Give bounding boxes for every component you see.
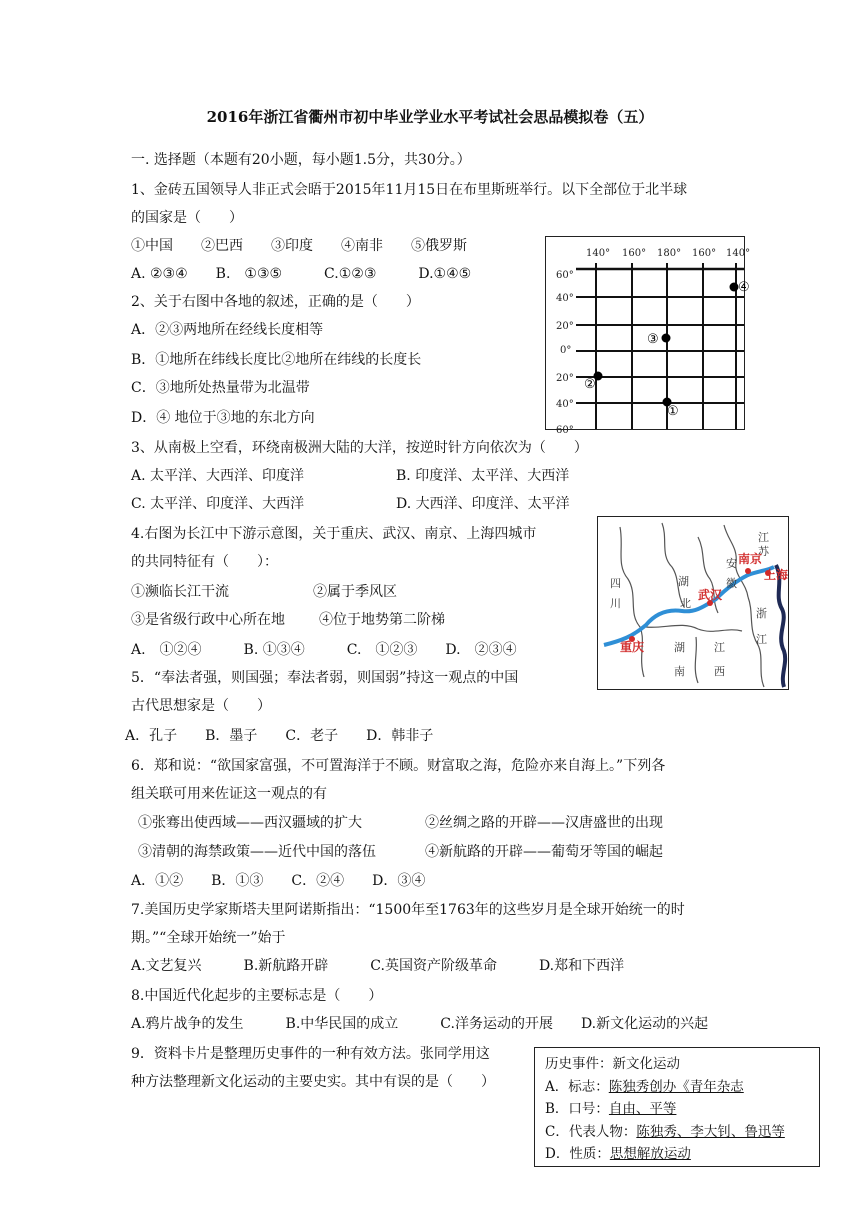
coastline xyxy=(776,565,785,687)
card-row-a xyxy=(545,1077,744,1097)
point-4-label: ④ xyxy=(738,280,750,295)
q5-options: A．孔子 B．墨子 C．老子 D．韩非子 xyxy=(125,728,434,744)
top-label-3: 180° xyxy=(657,248,682,259)
yangtze-map-svg xyxy=(598,517,788,689)
point-3-dot xyxy=(662,334,671,343)
boundary-3 xyxy=(646,625,742,631)
left-label-2: 40° xyxy=(556,293,574,304)
card-a-value: 陈独秀创办《青年杂志 xyxy=(608,1079,744,1095)
q3-option-c: C. 太平洋、印度洋、大西洋 xyxy=(131,496,305,512)
q6-item-3: ③清朝的海禁政策——近代中国的落伍 xyxy=(138,844,376,860)
province-char-4: 北 xyxy=(680,597,691,610)
card-row-d xyxy=(545,1144,691,1164)
left-label-4: 0° xyxy=(560,345,572,356)
q4-item-2: ②属于季风区 xyxy=(313,584,397,600)
q2-option-c: C．③地所处热量带为北温带 xyxy=(131,380,310,396)
province-char-14: 西 xyxy=(714,665,725,678)
q3-option-a: A. 太平洋、大西洋、印度洋 xyxy=(131,468,305,484)
province-char-11: 湖 xyxy=(674,641,685,654)
point-1-label: ① xyxy=(667,404,679,419)
point-3-label: ③ xyxy=(647,332,659,347)
city-dot-nanjing xyxy=(745,568,751,574)
city-label-chongqing: 重庆 xyxy=(620,640,645,654)
q5-stem-line1: 5．“奉法者强，则国强；奉法者弱，则国弱”持这一观点的中国 xyxy=(131,670,519,686)
q2-stem: 2、关于右图中各地的叙述，正确的是（ ） xyxy=(131,294,420,310)
boundary-6 xyxy=(695,637,698,683)
left-label-5: 20° xyxy=(556,373,574,384)
q1-stem-line1: 1、金砖五国领导人非正式会晤于2015年11月15日在布里斯班举行。以下全部位于北半球 xyxy=(131,182,688,198)
left-label-1: 60° xyxy=(556,270,574,281)
history-info-card xyxy=(534,1047,820,1167)
card-row-b xyxy=(545,1099,676,1119)
province-char-7: 江 xyxy=(758,531,769,544)
boundary-2 xyxy=(662,523,684,607)
q6-options: A．①② B．①③ C．②④ D．③④ xyxy=(131,873,426,889)
q2-option-d: D．④ 地位于③地的东北方向 xyxy=(131,410,315,426)
province-char-12: 南 xyxy=(674,665,685,678)
card-b-label: B．口号： xyxy=(545,1101,609,1117)
province-char-13: 江 xyxy=(714,641,725,654)
q3-stem: 3、从南极上空看，环绕南极洲大陆的大洋，按逆时针方向依次为（ ） xyxy=(131,440,588,456)
city-label-shanghai: 上海 xyxy=(764,568,789,582)
q1-items: ①中国 ②巴西 ③印度 ④南非 ⑤俄罗斯 xyxy=(131,238,467,254)
card-d-value: 思想解放运动 xyxy=(609,1146,691,1162)
q5-stem-line2: 古代思想家是（ ） xyxy=(131,698,271,714)
q4-item-3: ③是省级行政中心所在地 xyxy=(131,612,285,628)
province-char-8: 苏 xyxy=(758,545,769,558)
province-char-9: 浙 xyxy=(756,607,767,620)
q6-item-2: ②丝绸之路的开辟——汉唐盛世的出现 xyxy=(425,815,663,831)
city-label-wuhan: 武汉 xyxy=(698,588,723,602)
q1-options: A. ②③④ B. ①③⑤ C.①②③ D.①④⑤ xyxy=(131,266,472,282)
province-char-5: 安 xyxy=(726,557,737,570)
q9-stem-line2: 种方法整理新文化运动的主要史实。其中有误的是（ ） xyxy=(131,1074,495,1090)
q4-item-4: ④位于地势第二阶梯 xyxy=(319,612,445,628)
q7-stem-line2: 期。”“全球开始统一”始于 xyxy=(131,930,286,946)
q1-stem-line2: 的国家是（ ） xyxy=(131,210,243,226)
top-label-4: 160° xyxy=(692,248,717,259)
card-title: 历史事件：新文化运动 xyxy=(545,1056,680,1072)
q6-item-4: ④新航路的开辟——葡萄牙等国的崛起 xyxy=(425,844,663,860)
grid-map-svg xyxy=(546,237,751,436)
card-b-value: 自由、平等 xyxy=(608,1101,677,1117)
q8-stem: 8.中国近代化起步的主要标志是（ ） xyxy=(131,988,383,1004)
q6-stem-line1: 6．郑和说：“欲国家富强，不可置海洋于不顾。财富取之海，危险亦来自海上。”下列各 xyxy=(131,758,666,774)
q9-stem-line1: 9．资料卡片是整理历史事件的一种有效方法。张同学用这 xyxy=(131,1046,490,1062)
q2-option-b: B．①地所在纬线长度比②地所在纬线的长度长 xyxy=(131,352,422,368)
section-heading: 一. 选择题（本题有20小题，每小题1.5分，共30分。） xyxy=(131,152,471,168)
q6-stem-line2: 组关联可用来佐证这一观点的有 xyxy=(131,786,327,802)
q4-item-1: ①濒临长江干流 xyxy=(131,584,229,600)
left-label-7: 60° xyxy=(556,425,574,436)
card-d-label: D．性质： xyxy=(545,1146,610,1162)
boundary-1 xyxy=(620,527,644,677)
province-char-2: 川 xyxy=(610,597,621,610)
card-a-label: A．标志： xyxy=(545,1079,609,1095)
province-char-3: 湖 xyxy=(678,575,689,588)
top-label-1: 140° xyxy=(586,248,611,259)
point-2-label: ② xyxy=(584,377,596,392)
q6-item-1: ①张骞出使西域——西汉疆域的扩大 xyxy=(138,815,362,831)
q2-option-a: A．②③两地所在经线长度相等 xyxy=(131,322,324,338)
yangtze-map-figure xyxy=(597,516,789,690)
page-title: 2016年浙江省衢州市初中毕业学业水平考试社会思品模拟卷（五） xyxy=(206,108,654,126)
q7-options: A.文艺复兴 B.新航路开辟 C.英国资产阶级革命 D.郑和下西洋 xyxy=(131,958,625,974)
q3-option-d: D. 大西洋、印度洋、太平洋 xyxy=(396,496,570,512)
province-char-1: 四 xyxy=(610,577,621,590)
card-c-value: 陈独秀、李大钊、鲁迅等 xyxy=(636,1124,785,1140)
q8-options: A.鸦片战争的发生 B.中华民国的成立 C.洋务运动的开展 D.新文化运动的兴起 xyxy=(131,1016,709,1032)
left-label-6: 40° xyxy=(556,399,574,410)
q7-stem-line1: 7.美国历史学家斯塔夫里阿诺斯指出：“1500年至1763年的这些岁月是全球开始统一的时 xyxy=(131,902,685,918)
province-char-10: 江 xyxy=(756,633,767,646)
top-label-2: 160° xyxy=(622,248,647,259)
q4-stem-line2: 的共同特征有（ ）： xyxy=(131,554,278,570)
grid-map-figure xyxy=(545,236,751,436)
q4-options: A. ①②④ B. ①③④ C. ①②③ D. ②③④ xyxy=(131,642,517,658)
card-c-label: C．代表人物： xyxy=(545,1124,637,1140)
card-row-c xyxy=(545,1122,785,1142)
city-label-nanjing: 南京 xyxy=(738,552,763,566)
province-char-6: 徽 xyxy=(726,577,737,590)
left-label-3: 20° xyxy=(556,321,574,332)
q3-option-b: B. 印度洋、太平洋、大西洋 xyxy=(396,468,570,484)
q4-stem-line1: 4.右图为长江中下游示意图，关于重庆、武汉、南京、上海四城市 xyxy=(131,526,537,542)
top-label-5: 140° xyxy=(726,248,751,259)
